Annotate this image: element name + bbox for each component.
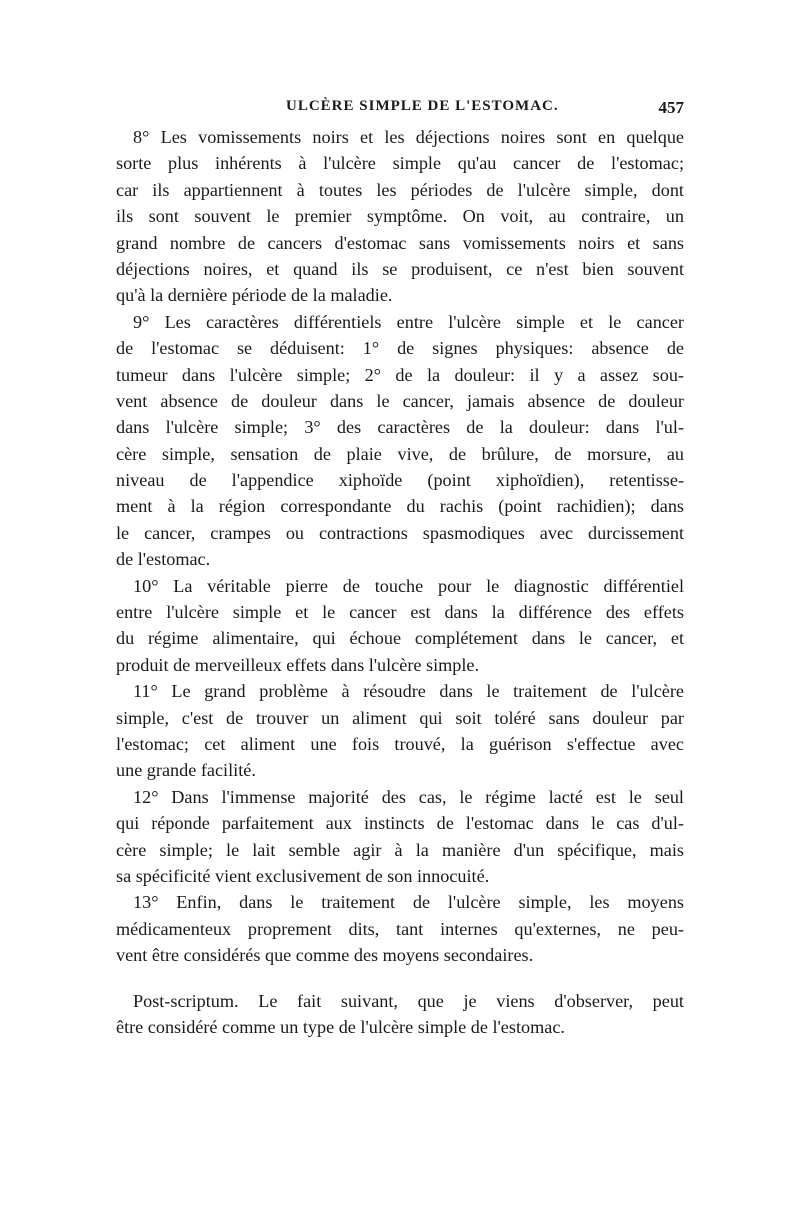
text-line: car ils appartiennent à toutes les périodes de l'ulcère simple, dont [116, 179, 684, 200]
text-line: 12° Dans l'immense majorité des cas, le régime lacté est le seul [133, 786, 684, 807]
text-line: vent absence de douleur dans le cancer, jamais absence de douleur [116, 390, 684, 411]
paragraph-post-scriptum [116, 988, 684, 1041]
paragraph-12 [116, 784, 684, 890]
section-gap [116, 969, 684, 988]
text-line: 10° La véritable pierre de touche pour le diagnostic différentiel [133, 575, 684, 596]
text-line: entre l'ulcère simple et le cancer est dans la différence des effets [116, 602, 684, 623]
paragraph-9 [116, 309, 684, 573]
text-line: grand nombre de cancers d'estomac sans vomissements noirs et sans [116, 232, 684, 253]
paragraph-11 [116, 678, 684, 784]
text-line: être considéré comme un type de l'ulcère simple de l'estomac. [116, 1016, 565, 1037]
text-line: médicamenteux proprement dits, tant internes qu'externes, ne peu- [116, 918, 684, 939]
paragraph-10 [116, 573, 684, 679]
text-line: ils sont souvent le premier symptôme. On voit, au contraire, un [116, 206, 684, 227]
page-header [116, 98, 684, 122]
text-line: tumeur dans l'ulcère simple; 2° de la douleur: il y a assez sou- [116, 364, 684, 385]
text-line: le cancer, crampes ou contractions spasmodiques avec durcissement [116, 522, 684, 543]
paragraph-13 [116, 889, 684, 968]
text-line: niveau de l'appendice xiphoïde (point xiphoïdien), retentisse- [116, 470, 684, 491]
text-line: 9° Les caractères différentiels entre l'ulcère simple et le cancer [133, 311, 684, 332]
text-line: 13° Enfin, dans le traitement de l'ulcère simple, les moyens [133, 892, 684, 913]
text-line: de l'estomac. [116, 549, 211, 570]
book-page [116, 0, 684, 1040]
text-line: sa spécificité vient exclusivement de son innocuité. [116, 865, 490, 886]
text-line: une grande facilité. [116, 760, 256, 781]
text-line: vent être considérés que comme des moyens secondaires. [116, 945, 534, 966]
text-line: du régime alimentaire, qui échoue complétement dans le cancer, et [116, 628, 684, 649]
text-line: simple, c'est de trouver un aliment qui soit toléré sans douleur par [116, 707, 684, 728]
page-number: 457 [658, 98, 684, 117]
running-title: ULCÈRE SIMPLE DE L'ESTOMAC. [286, 98, 559, 114]
text-line: 8° Les vomissements noirs et les déjections noires sont en quelque [133, 127, 684, 147]
text-line: déjections noires, et quand ils se produisent, ce n'est bien souvent [116, 258, 684, 279]
text-line: qui réponde parfaitement aux instincts de l'estomac dans le cas d'ul- [116, 813, 684, 834]
text-line: cère simple; le lait semble agir à la manière d'un spécifique, mais [116, 839, 684, 860]
text-line: l'estomac; cet aliment une fois trouvé, la guérison s'effectue avec [116, 733, 684, 754]
text-line: Post-scriptum. Le fait suivant, que je viens d'observer, peut [133, 990, 684, 1011]
paragraph-8 [116, 124, 684, 309]
text-line: ment à la région correspondante du rachis (point rachidien); dans [116, 496, 684, 517]
text-line: 11° Le grand problème à résoudre dans le traitement de l'ulcère [133, 681, 684, 702]
text-line: dans l'ulcère simple; 3° des caractères de la douleur: dans l'ul- [116, 417, 684, 438]
text-line: cère simple, sensation de plaie vive, de brûlure, de morsure, au [116, 443, 684, 464]
text-line: de l'estomac se déduisent: 1° de signes physiques: absence de [116, 338, 684, 359]
text-line: qu'à la dernière période de la maladie. [116, 285, 393, 306]
text-line: produit de merveilleux effets dans l'ulcère simple. [116, 654, 480, 675]
text-line: sorte plus inhérents à l'ulcère simple qu'au cancer de l'estomac; [116, 153, 684, 174]
